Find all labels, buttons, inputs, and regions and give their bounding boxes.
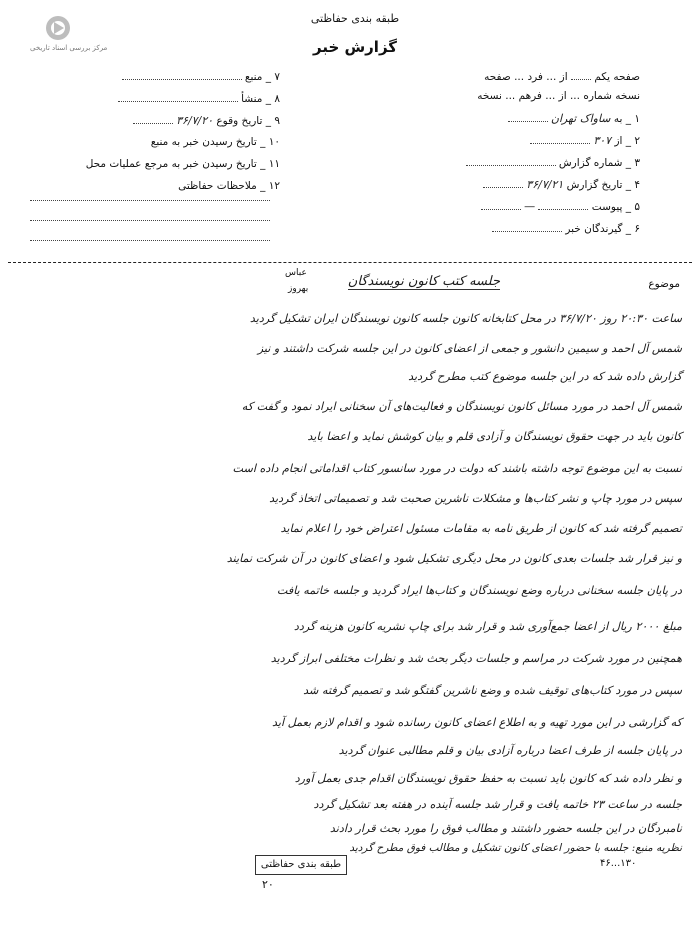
subject-value: جلسه کتب کانون نویسندگان — [347, 274, 500, 289]
body-line: شمس آل احمد در مورد مسائل کانون نویسندگان و فعالیت‌های آن سخنانی ایراد نمود و گفت که — [241, 400, 682, 413]
notes-line-1 — [30, 200, 270, 201]
field-report-date: ۴ _ تاریخ گزارش ۳۶/۷/۲۱ — [483, 178, 640, 191]
body-line: نامبردگان در این جلسه حضور داشتند و مطالب فوق را مورد بحث قرار دادند — [329, 822, 682, 835]
body-line: سپس در مورد چاپ و نشر کتاب‌ها و مشکلات ناشرین صحبت شد و تصمیماتی اتخاذ گردید — [269, 492, 682, 505]
body-line: تصمیم گرفته شد که کانون از طریق نامه به مقامات مسئول اعتراض خود را اعلام نماید — [280, 522, 682, 535]
subject-aside-2: بهروز — [288, 284, 309, 294]
logo-text: مرکز بررسی اسناد تاریخی — [30, 44, 108, 52]
field-copy-number: نسخه شماره ... از ... فرهم ... نسخه — [477, 90, 640, 102]
body-line: نسبت به این موضوع توجه داشته باشند که دولت در مورد سانسور کتاب اقداماتی انجام داده است — [232, 462, 682, 475]
footer-mark: ۲۰ — [262, 878, 274, 891]
page-title: گزارش خبر — [312, 38, 398, 56]
field-date-news-to-source: ۱۰ _ تاریخ رسیدن خبر به منبع — [150, 136, 280, 148]
body-line: در پایان جلسه سخنانی درباره وضع نویسندگان و کتاب‌ها ایراد گردید و جلسه خاتمه یافت — [276, 584, 682, 597]
notes-line-3 — [30, 240, 270, 241]
classification-bottom-stamp: طبقه بندی حفاظتی — [255, 855, 347, 875]
field-from: ۲ _ از ۳۰۷ — [530, 134, 640, 147]
body-line: شمس آل احمد و سیمین دانشور و جمعی از اعضای کانون در این جلسه شرکت داشتند و نیز — [257, 342, 682, 355]
notes-line-2 — [30, 220, 270, 221]
field-recipients: ۶ _ گیرندگان خبر — [492, 222, 640, 235]
body-line: گزارش داده شد که در این جلسه موضوع کتب مطرح گردید — [408, 370, 682, 383]
field-origin: ۸ _ منشأ — [20, 92, 280, 105]
body-line: جلسه در ساعت ۲۳ خاتمه یافت و قرار شد جلسه آینده در هفته بعد تشکیل گردد — [313, 798, 682, 811]
body-line: کانون باید در جهت حقوق نویسندگان و آزادی قلم و بیان کوشش نماید و اعضا باید — [307, 430, 682, 443]
field-date-news-to-local: ۱۱ _ تاریخ رسیدن خبر به مرجع عملیات محل — [85, 158, 280, 170]
classification-top: طبقه بندی حفاظتی — [310, 12, 400, 25]
body-line: مبلغ ۲۰۰۰ ریال از اعضا جمع‌آوری شد و قرار شد برای چاپ نشریه کانون هزینه گردد — [293, 620, 682, 633]
field-event-date: ۹ _ تاریخ وقوع ۳۶/۷/۲۰ — [20, 114, 280, 127]
section-divider — [8, 262, 692, 263]
field-attachment: ۵ _ پیوست — — [481, 200, 640, 213]
body-line: در پایان جلسه از طرف اعضا درباره آزادی بیان و قلم مطالبی عنوان گردید — [338, 744, 682, 757]
field-to: ۱ _ به ساواک تهران — [508, 112, 640, 125]
subject-label: موضوع — [648, 278, 680, 290]
body-line: نظریه منبع: جلسه با حضور اعضای کانون تشکیل و مطالب فوق مطرح گردید — [349, 842, 682, 854]
body-line: سپس در مورد کتاب‌های توقیف شده و وضع ناشرین گفتگو شد و تصمیم گرفته شد — [303, 684, 682, 697]
field-report-number: ۳ _ شماره گزارش — [466, 156, 640, 169]
body-line: و نیز قرار شد جلسات بعدی کانون در محل دیگری تشکیل شود و اعضای کانون در آن شرکت نمایند — [226, 552, 682, 565]
field-security-notes: ۱۲ _ ملاحظات حفاظتی — [178, 180, 280, 192]
document-number: ۴۶...۱۳۰ — [600, 858, 637, 869]
body-line: همچنین در مورد شرکت در مراسم و جلسات دیگر بحث شد و نظرات مختلفی ابراز گردید — [270, 652, 682, 665]
field-page: صفحه یکم از ... فرد ... صفحه — [484, 71, 640, 83]
subject-aside-1: عباس — [285, 268, 307, 278]
body-line: ساعت ۲۰:۳۰ روز ۳۶/۷/۲۰ در محل کتابخانه کانون جلسه کانون نویسندگان ایران تشکیل گردید — [249, 312, 682, 325]
body-line: و نظر داده شد که کانون باید نسبت به حفظ حقوق نویسندگان اقدام جدی بعمل آورد — [294, 772, 682, 785]
field-source: ۷ _ منبع — [20, 70, 280, 83]
body-line: که گزارشی در این مورد تهیه و به اطلاع اعضای کانون رسانده شود و اقدام لازم بعمل آید — [272, 716, 682, 729]
